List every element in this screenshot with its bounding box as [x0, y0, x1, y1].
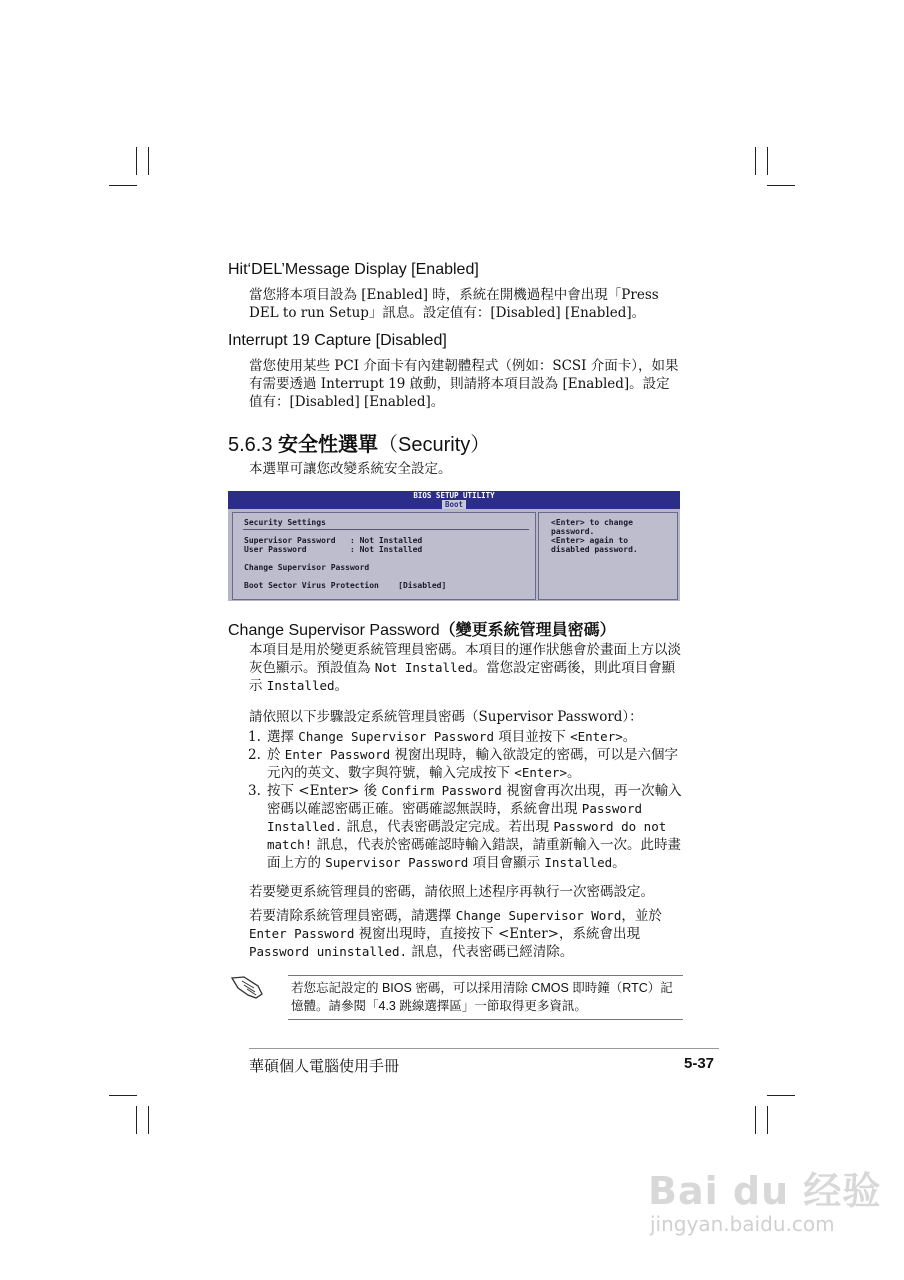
- change-supervisor-heading: Change Supervisor Password（變更系統管理員密碼）: [228, 622, 616, 639]
- bios-user-status: User Password : Not Installed: [244, 545, 423, 554]
- baidu-watermark-logo: Bai du 经验: [648, 1169, 882, 1213]
- clear-password-text: 若要清除系統管理員密碼，請選擇 Change Supervisor Word，並於 Enter Password 視窗出現時，直接按下 <Enter>，系統會出現 Password uninstalled. 訊息，代表密碼已經清除。: [249, 908, 662, 960]
- list-item: 3. 按下 <Enter> 後 Confirm Password 視窗會再次出現，再一次輸入密碼以確認密碼正確。密碼確認無誤時，系統會出現 Password Installed. 訊息，代表密碼設定完成。若出現 Password do not match! 訊息，代表於密碼確認時輸入錯誤，請重新輸入一次。此時畫面上方的 Supervisor Password 項目會顯示 Installed。: [248, 783, 682, 871]
- note-hand-icon: [228, 972, 268, 1002]
- bios-help-line: <Enter> to change: [551, 518, 633, 527]
- bios-heading: Security Settings: [244, 518, 326, 527]
- int19-heading: Interrupt 19 Capture [Disabled]: [228, 332, 447, 349]
- bios-tab-boot: Boot: [442, 500, 466, 509]
- bios-screen: [228, 491, 680, 601]
- int19-text: 當您使用某些 PCI 介面卡有內建韌體程式（例如：SCSI 介面卡），如果有需要透過 Interrupt 19 啟動，則請將本項目設為 [Enabled]。設定值有：[Disabled] [Enabled]。: [249, 358, 679, 410]
- list-item: 1. 選擇 Change Supervisor Password 項目並按下 <Enter>。: [248, 729, 637, 745]
- bios-change-supervisor-item: Change Supervisor Password: [244, 563, 370, 572]
- page-number: 5-37: [684, 1055, 715, 1072]
- bios-help-line: disabled password.: [551, 545, 638, 554]
- bios-supervisor-status: Supervisor Password : Not Installed: [244, 536, 423, 545]
- after-steps-text: 若要變更系統管理員的密碼，請依照上述程序再執行一次密碼設定。: [249, 884, 654, 900]
- steps-intro: 請依照以下步驟設定系統管理員密碼（Supervisor Password）：: [249, 709, 643, 725]
- footer-title: 華碩個人電腦使用手冊: [249, 1058, 400, 1075]
- note-box: 若您忘記設定的 BIOS 密碼，可以採用清除 CMOS 即時鐘（RTC）記憶體。請參閱「4.3 跳線選擇區」一節取得更多資訊。: [288, 975, 683, 1020]
- bios-help-line: password.: [551, 527, 595, 536]
- change-supervisor-desc: 本項目是用於變更系統管理員密碼。本項目的運作狀態會於畫面上方以淡灰色顯示。預設值為 Not Installed。當您設定密碼後，則此項目會顯示 Installed。: [249, 642, 681, 694]
- section-intro: 本選單可讓您改變系統安全設定。: [249, 461, 452, 477]
- hit-del-text: 當您將本項目設為 [Enabled] 時，系統在開機過程中會出現「Press DEL to run Setup」訊息。設定值有：[Disabled] [Enabled]。: [249, 287, 659, 321]
- bios-help-panel: [538, 512, 678, 600]
- section-title: 5.6.3 安全性選單（Security）: [228, 434, 491, 456]
- baidu-watermark-url: jingyan.baidu.com: [650, 1212, 835, 1236]
- footer-divider: [249, 1048, 719, 1049]
- bios-divider: [243, 529, 529, 530]
- bios-boot-sector-item: Boot Sector Virus Protection [Disabled]: [244, 581, 447, 590]
- bios-settings-panel: [232, 512, 536, 600]
- bios-header: BIOS SETUP UTILITY Boot: [228, 491, 680, 509]
- steps-list: [248, 728, 683, 872]
- hit-del-heading: Hit‘DEL’Message Display [Enabled]: [228, 261, 479, 278]
- bios-help-line: <Enter> again to: [551, 536, 629, 545]
- list-item: 2. 於 Enter Password 視窗出現時，輸入欲設定的密碼，可以是六個字元內的英文、數字與符號，輸入完成按下 <Enter>。: [248, 747, 678, 781]
